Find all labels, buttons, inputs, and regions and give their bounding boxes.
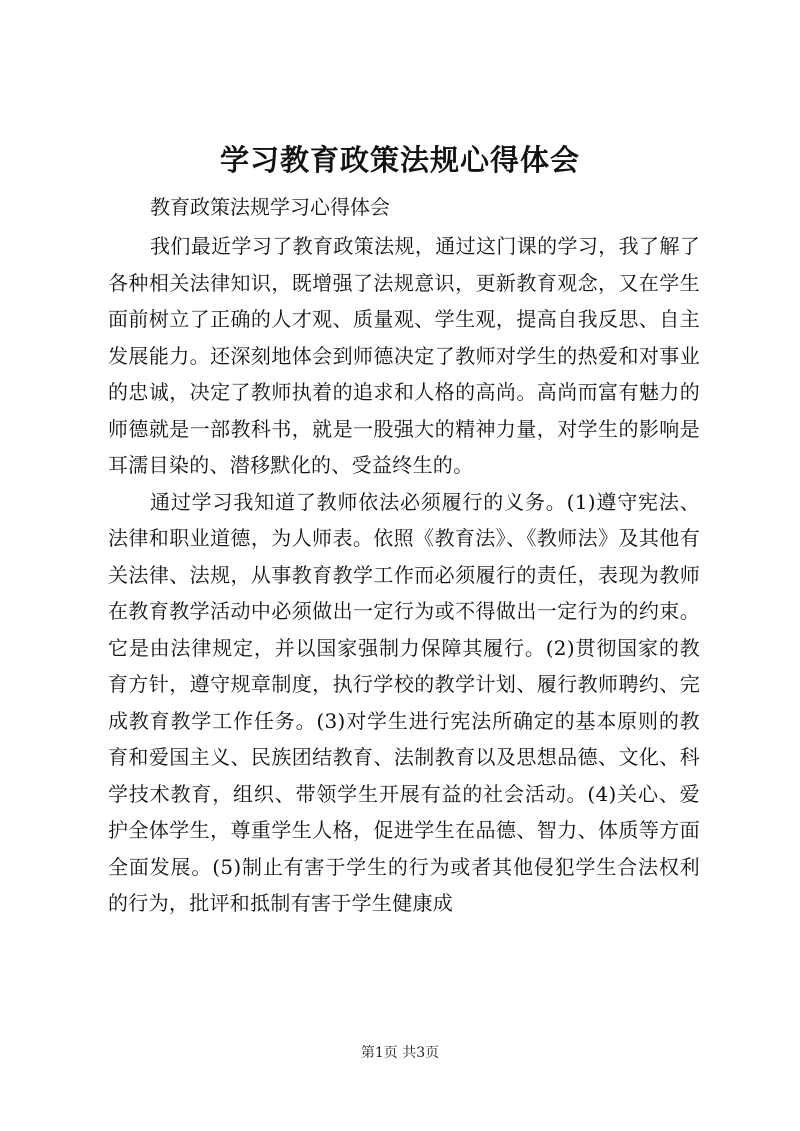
document-subtitle: 教育政策法规学习心得体会 xyxy=(150,195,390,219)
body-paragraph-1: 我们最近学习了教育政策法规，通过这门课的学习，我了解了各种相关法律知识，既增强了法规意识，更新教育观念，又在学生面前树立了正确的人才观、质量观、学生观，提高自我反思、自主发展能力。还深刻地体会到师德决定了教师对学生的热爱和对事业的忠诚，决定了教师执着的追求和人格的高尚。高尚而富有魅力的师德就是一部教科书，就是一股强大的精神力量，对学生的影响是耳濡目染的、潜移默化的、受益终生的。 xyxy=(108,234,700,477)
document-body xyxy=(108,228,700,922)
body-paragraph-2: 通过学习我知道了教师依法必须履行的义务。(1)遵守宪法、法律和职业道德，为人师表。依照《教育法》、《教师法》及其他有关法律、法规，从事教育教学工作而必须履行的责任，表现为教师在教育教学活动中必须做出一定行为或不得做出一定行为的约束。它是由法律规定，并以国家强制力保障其履行。(2)贯彻国家的教育方针，遵守规章制度，执行学校的教学计划、履行教师聘约、完成教育教学工作任务。(3)对学生进行宪法所确定的基本原则的教育和爱国主义、民族团结教育、法制教育以及思想品德、文化、科学技术教育，组织、带领学生开展有益的社会活动。(4)关心、爱护全体学生，尊重学生人格，促进学生在品德、智力、体质等方面全面发展。(5)制止有害于学生的行为或者其他侵犯学生合法权利的行为，批评和抵制有害于学生健康成 xyxy=(108,489,700,915)
page-footer: 第1页 共3页 xyxy=(360,1045,440,1061)
document-title: 学习教育政策法规心得体会 xyxy=(219,143,580,177)
